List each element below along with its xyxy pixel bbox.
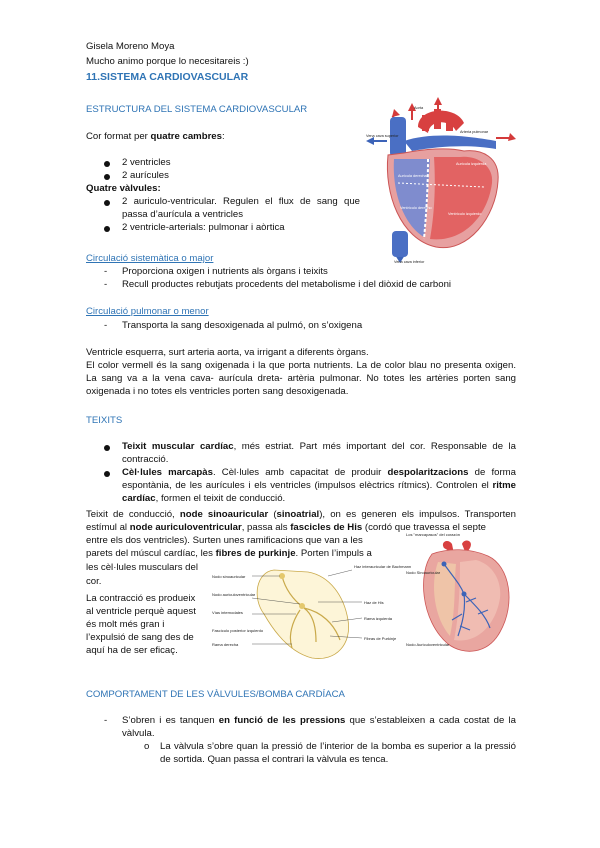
- contraccio-paragraph: La contracció es produeix al ventricle perquè aquest és molt més gran i l’expulsió de sang des de aquí ha de ser eficaç.: [86, 593, 196, 656]
- label-ventriculo-izquierdo: Ventrículo izquierdo: [448, 212, 482, 216]
- label-ventriculo-derecho: Ventrículo derecho: [400, 206, 432, 210]
- major-item: Recull productes rebutjats procedents del metabolisme i del diòxid de carboni: [122, 279, 452, 290]
- teixit-muscular-bold: Teixit muscular cardíac: [122, 441, 234, 452]
- conduccio-line4: parets del múscul cardíac, les fibres de purkinje. Porten l’impuls a: [86, 548, 372, 559]
- label-nodo-av: Nodo auriculoventricular: [212, 592, 256, 597]
- vena-cava-inferior: [392, 231, 408, 257]
- heart-anatomy-diagram: [364, 97, 526, 269]
- label-auricula-derecha: Aurícula derecha: [398, 174, 427, 178]
- bullet-icon: [104, 226, 110, 232]
- label-rama-izquierda: Rama izquierda: [364, 616, 393, 621]
- intro-bold: quatre cambres: [150, 131, 222, 142]
- bullet-icon: [104, 174, 110, 180]
- heart-pacemaker-diagram: [404, 528, 520, 664]
- cambres-item: 2 aurícules: [122, 170, 169, 181]
- label-vena-cava-superior: Vena cava superior: [366, 134, 399, 138]
- label-fasciculo: Fascículo posterior izquierdo: [212, 628, 264, 633]
- conduction-system-diagram: [212, 562, 412, 666]
- label-vena-cava-inferior: Vena cava inferior: [394, 260, 425, 264]
- bullet-icon: [104, 161, 110, 167]
- intro-text: Cor format per: [86, 131, 151, 142]
- marcapas-item: Cèl·lules marcapàs. Cèl·lules amb capacitat de produir despolaritzacions de forma espontània, de les aurícules i els ventricles (impulsos elèctrics rítmics). Controlen el ritme cardíac, formen el teixit de conducció.: [122, 467, 516, 504]
- label-nodo-sa: Nodo Sinoauricular: [406, 570, 441, 575]
- label-rama-derecha: Rama derecha: [212, 642, 239, 647]
- section-heading-teixits: TEIXITS: [86, 415, 123, 426]
- conduccio-line5: les cèl·lules musculars del: [86, 562, 198, 573]
- valvules-item: 2 ventricle-arterials: pulmonar i aòrtica: [122, 222, 285, 233]
- valvules-title: Quatre vàlvules:: [86, 183, 161, 194]
- label-purkinje: Fibras de Purkinje: [364, 636, 397, 641]
- cambres-item: 2 ventricles: [122, 157, 171, 168]
- teixit-muscular-text: , més estriat. Part més important del cor. Responsable de la contracció.: [122, 441, 516, 465]
- circulacio-menor-link[interactable]: Circulació pulmonar o menor: [86, 306, 209, 317]
- major-item: Proporciona oxigen i nutrients als òrgans i teixits: [122, 266, 328, 277]
- menor-item: Transporta la sang desoxigenada al pulmó, on s’oxigena: [122, 320, 363, 331]
- bullet-icon: [104, 200, 110, 206]
- intro-line: [86, 130, 225, 143]
- conduccio-line3: entre els dos ventricles). Surten unes ramificacions que van a les: [86, 535, 363, 546]
- label-haz-his: Haz de His: [364, 600, 384, 605]
- valvules-item: 2 auriculo-ventricular. Regulen el flux de sang que passa d’aurícula a ventricles: [122, 196, 360, 220]
- comportament-subitem: La vàlvula s’obre quan la pressió de l’interior de la bomba es superior a la pressió de sortida. Quan passa el contrari la vàlvula es tenca.: [160, 741, 516, 765]
- label-bachmann: Haz interauricular de Bachmann: [354, 564, 412, 569]
- teixit-muscular-item: [122, 440, 516, 466]
- header-note: Mucho animo porque lo necesitareis :): [86, 56, 249, 67]
- color-paragraph: El color vermell és la sang oxigenada i la que porta nutrients. La de color blau no presenta oxigen. La sang va a la vena cava- aurícula dreta- artèria pulmonar. No totes les artèries porten sang oxigenada i no totes els ventricles porten sang desoxigenada.: [86, 360, 516, 397]
- bullet-icon: [104, 471, 110, 477]
- conduccio-paragraph: Teixit de conducció, node sinoauricular (sinoatrial), on es generen els impulsos. Transporten estímul al node auriculoventricular, passa als fascicles de His (cordó que travessa el septe: [86, 509, 516, 533]
- label-arteria-pulmonar: Arteria pulmonar: [460, 130, 489, 134]
- left-side: [430, 157, 492, 240]
- sa-node-dot: [442, 562, 447, 567]
- section-heading-estructura: ESTRUCTURA DEL SISTEMA CARDIOVASCULAR: [86, 104, 308, 115]
- label-vias: Vías internodales: [212, 610, 243, 615]
- section-heading-comportament: COMPORTAMENT DE LES VÀLVULES/BOMBA CARDÍACA: [86, 689, 345, 700]
- label-nodo-sinoauricular: Nodo sinoauricular: [212, 574, 246, 579]
- circulacio-major-link[interactable]: Circulació sistemàtica o major: [86, 253, 214, 264]
- author-name: Gisela Moreno Moya: [86, 41, 175, 52]
- page-title: 11.SISTEMA CARDIOVASCULAR: [86, 71, 249, 83]
- intro-colon: :: [221, 131, 225, 142]
- marcapas-bold: Cèl·lules marcapàs: [122, 467, 213, 478]
- ventricle-line: Ventricle esquerra, surt arteria aorta, va irrigant a diferents òrgans.: [86, 347, 369, 358]
- label-auricula-izquierda: Aurícula izquierda: [456, 162, 487, 166]
- av-node-dot: [462, 592, 467, 597]
- comportament-item: S’obren i es tanquen en funció de les pressions que s’estableixen a cada costat de la vàlvula.: [122, 715, 516, 739]
- label-nodo-av-2: Nodo Auriculoventricular: [406, 642, 450, 647]
- label-marcapasos: Los "marcapasos" del corazón: [406, 532, 460, 537]
- conduccio-line6: cor.: [86, 576, 102, 587]
- bullet-icon: [104, 445, 110, 451]
- label-aorta: Aorta: [414, 106, 424, 110]
